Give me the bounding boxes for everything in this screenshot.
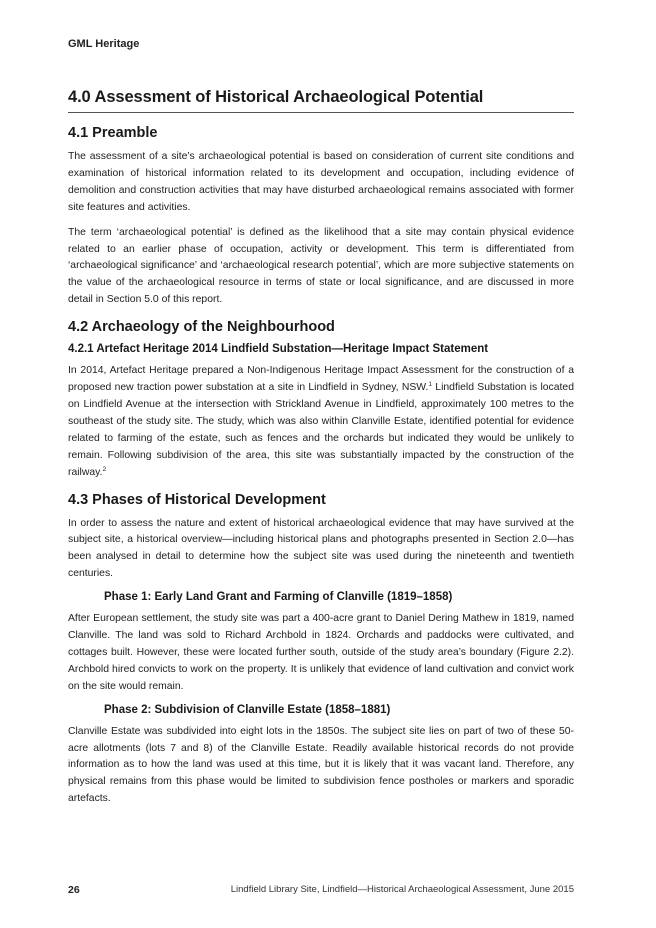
- phase-2-heading: Phase 2: Subdivision of Clanville Estate (1858–1881): [104, 703, 391, 716]
- paragraph-artefact-heritage: [68, 363, 574, 481]
- phase-2-paragraph: Clanville Estate was subdivided into eight lots in the 1850s. The subject site lies on part of two of these 50-acre allotments (lots 7 and 8) of the Clanville Estate. Readily available historical records do not provide information as to how the land was used at this time, but it is likely that it was vacant land. Therefore, any physical remains from this phase would be limited to subdivision fence postholes or markers and sporadic artefacts.: [68, 725, 574, 805]
- paragraph-preamble-2: The term ‘archaeological potential’ is defined as the likelihood that a site may contain physical evidence related to an earlier phase of occupation, activity or development. This term is differentiated from ‘archaeological significance’ and ‘archaeological research potential’, which are more subjective statements on the value of the archaeological resource in terms of state or local significance, and are discussed in more detail in Section 5.0 of this report.: [68, 226, 574, 306]
- section-heading-4-3: 4.3 Phases of Historical Development: [68, 491, 326, 508]
- subsection-heading-4-2-1: 4.2.1 Artefact Heritage 2014 Lindfield Substation—Heritage Impact Statement: [68, 343, 489, 356]
- phase-1-heading: Phase 1: Early Land Grant and Farming of Clanville (1819–1858): [104, 591, 453, 604]
- section-heading-4-2: 4.2 Archaeology of the Neighbourhood: [68, 319, 335, 336]
- phase-1-paragraph: After European settlement, the study site was part a 400-acre grant to Daniel Dering Mathew in 1819, named Clanville. The land was sold to Richard Archbold in 1824. Orchards and paddocks were cultivated, and cottages built. However, these were located further south, outside of the study area’s boundary (Figure 2.2). Archbold hired convicts to work on the property. It is unlikely that evidence of land cultivation and convict work on the site would remain.: [68, 613, 574, 692]
- paragraph-text-part-2: Lindfield Substation is located on Lindfield Avenue at the intersection with Strickland Avenue in Lindfield, approximately 100 metres to the southeast of the study site. The study, which was also within Clanville Estate, identified potential for evidence related to farming of the estate, such as fences and the orchards but indicated they would be unlikely to remain. Following subdivision of the area, this site was substantially impacted by the construction of the railway.: [68, 382, 574, 478]
- paragraph-phases-intro: In order to assess the nature and extent of historical archaeological evidence that may have survived at the subject site, a historical overview—including historical plans and photographs presented in Section 2.0—has been analysed in detail to determine how the subject site was used during the nineteenth and twentieth centuries.: [68, 517, 574, 580]
- running-header: GML Heritage: [68, 38, 140, 50]
- paragraph-preamble-1: The assessment of a site’s archaeological potential is based on consideration of current site conditions and examination of historical information related to its development and occupation, including evidence of demolition and construction activities that may have disturbed archaeological remains associated with former site features and activities.: [68, 151, 574, 213]
- section-heading-4-1: 4.1 Preamble: [68, 125, 158, 141]
- page-content: [68, 88, 574, 816]
- footnote-ref-2[interactable]: 2: [102, 465, 107, 473]
- page-number: 26: [68, 884, 80, 896]
- footer-document-title: Lindfield Library Site, Lindfield—Historical Archaeological Assessment, June 2015: [230, 884, 574, 895]
- paragraph-text-part-1: In 2014, Artefact Heritage prepared a Non-Indigenous Heritage Impact Assessment for the construction of a proposed new traction power substation at a site in Lindfield in Sydney, NSW.: [68, 365, 574, 394]
- page-footer: [68, 884, 574, 896]
- section-heading-4-0: 4.0 Assessment of Historical Archaeological Potential: [68, 88, 574, 113]
- footnote-ref-1[interactable]: 1: [428, 381, 433, 389]
